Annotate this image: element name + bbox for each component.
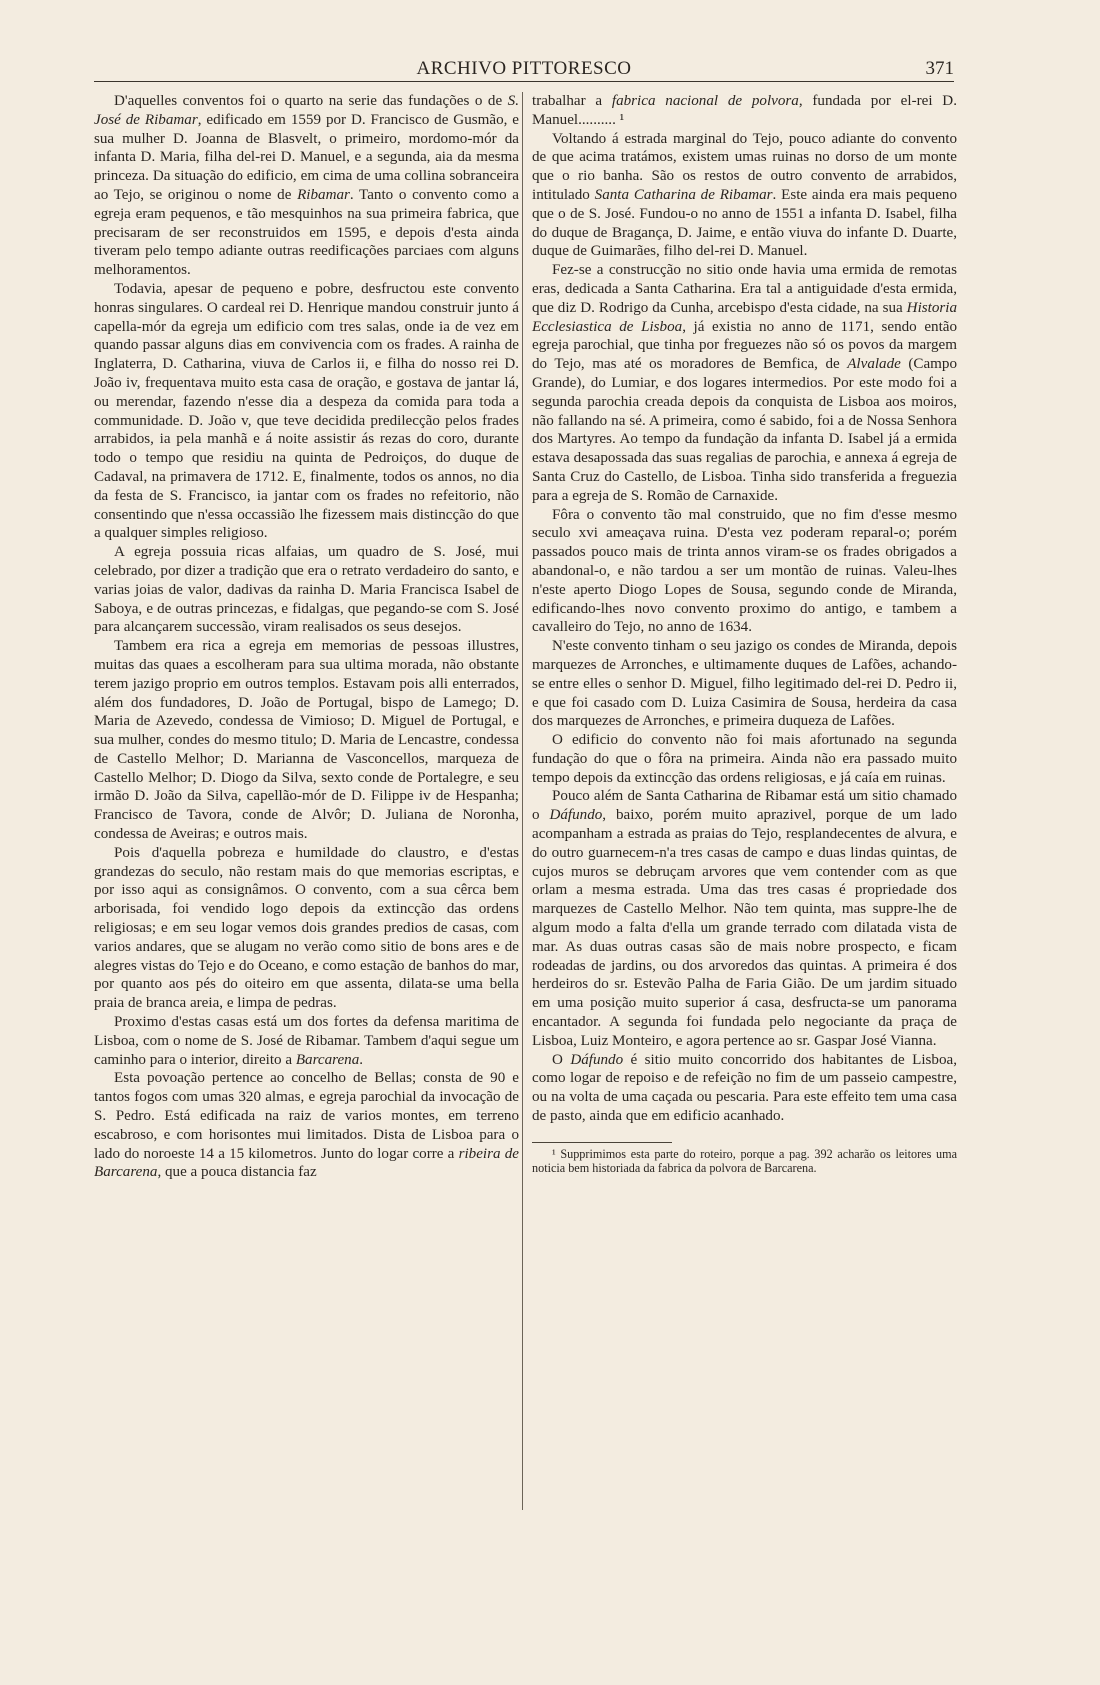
paragraph <box>94 92 519 280</box>
text-run: . Tanto o convento como a egreja eram pequenos, e tão mesquinhos na sua primeira fabrica, que precisaram de ser reconstruidos em 1595, e depois d'esta ainda tiveram pelo tempo adiante outras reedificações parciaes com alguns melhoramentos. <box>94 186 519 279</box>
text-run: . Este ainda era mais pequeno que o de S. José. Fundou-o no anno de 1551 a infanta D. Isabel, filha do duque de Bragança, D. Jaime, e então viuva do infante D. Duarte, duque de Guimarães, filho del-rei D. Manuel. <box>532 186 957 260</box>
italic-run: S. José de Ribamar <box>94 93 519 128</box>
text-run: , que a pouca distancia faz <box>157 1164 317 1181</box>
italic-run: ribeira de Barcarena <box>94 1145 519 1181</box>
text-run: Pouco além de Santa Catharina de Ribamar está um sitio chamado o <box>532 788 957 824</box>
italic-run: Historia Ecclesiastica de Lisboa <box>532 299 957 335</box>
italic-run: Dáfundo <box>570 1051 624 1068</box>
text-run: Pois d'aquella pobreza e humildade do claustro, e d'estas grandezas do seculo, não restam mais do que memorias escriptas, e por isso aqui as consignâmos. O convento, com a sua cêrca bem arborisada, foi vendido logo depois da extincção das ordens religiosas; e em seu logar vemos dois grandes predios de casas, com varios andares, que se alugam no verão como sitio de bons ares e de alegres vistas do Tejo e do Oceano, e como estação de banhos do mar, por quanto aos pés do oiteiro em que assenta, dilata-se uma bella praia de branca areia, e limpa de pedras. <box>94 844 519 1012</box>
italic-run: Barcarena <box>295 1051 360 1068</box>
paragraph <box>532 1051 957 1126</box>
italic-run: Ribamar <box>297 186 350 203</box>
text-run: Esta povoação pertence ao concelho de Bellas; consta de 90 e tantos fogos com umas 320 almas, e egreja parochial da invocação de S. Pedro. Está edificada na raiz de varios montes, em terreno escabroso, e com horisontes mui limitados. Dista de Lisboa para o lado do noroeste 14 a 15 kilometros. Junto do logar corre a <box>94 1070 519 1162</box>
header-rule <box>94 81 954 82</box>
paragraph <box>532 731 957 787</box>
right-paragraphs <box>532 92 957 1126</box>
text-run: N'este convento tinham o seu jazigo os condes de Miranda, depois marquezes de Arronches, e ultimamente duques de Lafões, achando-se entre elles o senhor D. Miguel, filho legitimado del-rei D. Pedro ii, e que foi casado com D. Luiza Casimira de Sousa, herdeira da casa dos marquezes de Arronches, e primeira duqueza de Lafões. <box>532 638 957 730</box>
text-run: Voltando á estrada marginal do Tejo, pouco adiante do convento de que acima tratámos, existem umas ruinas no dorso de um monte que o rio banha. São os restos de outro convento de arrabidos, intitulado <box>532 130 957 203</box>
text-run: , já existia no anno de 1171, sendo então egreja parochial, que tinha por freguezes não só os povos da margem do Tejo, mas até os moradores de Bemfica, de <box>532 318 958 373</box>
column-divider <box>522 92 523 1510</box>
paragraph <box>94 280 519 543</box>
text-run: Proximo d'estas casas está um dos fortes da defensa maritima de Lisboa, com o nome de S. José de Ribamar. Tambem d'aqui segue um caminho para o interior, direito a <box>94 1014 519 1068</box>
paragraph <box>532 787 957 1050</box>
text-run: (Campo Grande), do Lumiar, e dos logares intermedios. Por este modo foi a segunda parochia creada depois da conquista de Lisboa aos moiros, não fallando na sé. A primeira, como é sabido, foi a de Nossa Senhora dos Martyres. Ao tempo da fundação da infanta D. Isabel já a ermida estava desapossada das suas regalias de parochia, e annexa á egreja de Santa Cruz do Castello, de Lisboa. Tinha sido transferida a freguezia para a egreja de S. Romão de Carnaxide. <box>532 356 957 504</box>
text-run: , baixo, porém muito aprazivel, porque de um lado acompanham a estrada as praias do Tejo, resplandecentes de alvura, e do outro guarnecem-n'a tres casas de campo e duas lindas quintas, de cujos muros se debruçam arvores que vem contender com as que orlam a mesma estrada. Uma das tres casas é propriedade dos marquezes de Castello Melhor. Não tem quinta, mas suppre-lhe de algum modo a falta d'ella um grande terrado com dilatada vista de mar. As duas outras casas são de mais nobre prospecto, e ficam rodeadas de jardins, ou dos arvoredos das quintas. A primeira é dos herdeiros do sr. Estevão Palha de Faria Gião. De um jardim situado em uma posição muito superior á casa, desfructa-se um panorama encantador. A segunda foi fundada pelo negociante da praça de Lisboa, Luiz Monteiro, e agora pertence ao sr. Gaspar José Vianna. <box>532 807 957 1049</box>
text-run: Todavia, apesar de pequeno e pobre, desfructou este convento honras singulares. O cardeal rei D. Henrique mandou construir junto á capella-mór da egreja um edificio com tres salas, onde ia de vez em quando passar alguns dias em convivencia com os frades. A rainha de Inglaterra, D. Catharina, viuva de Carlos ii, e filha do nosso rei D. João iv, frequentava muito esta casa de oração, e gostava de jantar lá, ou merendar, fazendo n'esse dia a despeza da comida para toda a communidade. D. João v, que teve decidida predilecção pelos frades arrabidos, ia pela manhã e á noite assistir ás rezas do coro, durante todo o tempo que residiu na quinta de Pedroiços, do duque de Cadaval, na primavera de 1712. E, finalmente, todos os annos, no dia da festa de S. Francisco, ia jantar com os frades no refeitorio, não consentindo que n'essa occassião lhe fizessem mais distincção do que a qualquer simples religioso. <box>94 280 519 542</box>
footnote: ¹ Supprimimos esta parte do roteiro, porque a pag. 392 acharão os leitores uma noticia bem historiada da fabrica da polvora de Barcarena. <box>532 1146 957 1176</box>
italic-run: Dáfundo <box>549 807 603 824</box>
text-run: trabalhar a <box>532 93 612 109</box>
paragraph <box>532 92 957 130</box>
italic-run: fabrica nacional de polvora <box>611 93 799 109</box>
paragraph <box>94 543 519 637</box>
text-run: O <box>552 1051 571 1068</box>
left-column <box>94 92 519 1182</box>
text-run: . <box>359 1051 364 1068</box>
paragraph <box>532 506 957 638</box>
paragraph <box>532 130 957 262</box>
journal-title: ARCHIVO PITTORESCO <box>416 58 632 79</box>
text-run: D'aquelles conventos foi o quarto na serie das fundações o de <box>114 93 508 109</box>
text-run: é sitio muito concorrido dos habitantes de Lisboa, como logar de repoiso e de refeição no fim de um passeio campestre, ou na volta de uma caçada ou pescaria. Para este effeito tem uma casa de pasto, ainda que em edificio acanhado. <box>532 1051 957 1125</box>
paragraph <box>94 637 519 844</box>
paragraph <box>94 844 519 1013</box>
text-run: A egreja possuia ricas alfaias, um quadro de S. José, mui celebrado, por dizer a tradição que era o retrato verdadeiro do santo, e varias joias de valor, dadivas da rainha D. Maria Francisca Isabel de Saboya, e de outras princezas, e fidalgas, que pegando-se com S. José para alcançarem successão, viram realisados os seus desejos. <box>94 544 519 636</box>
paragraph <box>94 1013 519 1069</box>
running-header <box>94 52 954 82</box>
page-number: 371 <box>925 58 954 79</box>
text-run: Tambem era rica a egreja em memorias de pessoas illustres, muitas das quaes a escolheram para sua ultima morada, não obstante terem jazigo proprio em outros templos. Estavam pois alli enterrados, além dos fundadores, D. João de Portugal, bispo de Lamego; D. Maria de Azevedo, condessa de Vimioso; D. Miguel de Portugal, e sua mulher, condes do mesmo titulo; D. Maria de Lencastre, condessa de Castello Melhor; D. Marianna de Vasconcellos, marqueza de Castello Melhor; D. Diogo da Silva, sexto conde de Portalegre, e seu irmão D. João da Silva, capellão-mór de D. Filippe iv de Hespanha; Francisco de Tavora, conde de Alvôr; D. Juliana de Noronha, condessa de Aveiras; e outros mais. <box>94 638 519 843</box>
italic-run: Alvalade <box>847 356 901 373</box>
footnote-rule <box>532 1142 672 1143</box>
text-run: , edificado em 1559 por D. Francisco de Gusmão, e sua mulher D. Joanna de Blasvelt, o primeiro, mordomo-mór da infanta D. Maria, filha del-rei D. Manuel, e a segunda, aia da mesma princeza. Da situação do edificio, em cima de uma collina sobranceira ao Tejo, se originou o nome de <box>94 111 520 203</box>
text-run: O edificio do convento não foi mais afortunado na segunda fundação do que o fôra na primeira. Ainda não era passado muito tempo depois da extincção das ordens religiosas, e já caía em ruinas. <box>532 732 957 786</box>
paragraph <box>532 637 957 731</box>
paragraph <box>94 1069 519 1182</box>
text-run: Fôra o convento tão mal construido, que no fim d'esse mesmo seculo xvi ameaçava ruina. D'esta vez poderam reparal-o; porém passados pouco mais de trinta annos viram-se os frades obrigados a abandonal-o, e não tardou a ser um montão de ruinas. Valeu-lhes n'este aperto Diogo Lopes de Sousa, segundo conde de Miranda, edificando-lhes novo convento proximo do antigo, e tambem a cavalleiro do Tejo, no anno de 1634. <box>532 506 957 636</box>
right-column <box>532 92 957 1175</box>
italic-run: Santa Catharina de Ribamar <box>594 186 773 203</box>
text-run: Fez-se a construcção no sitio onde havia uma ermida de remotas eras, dedicada a Santa Catharina. Era tal a antiguidade d'esta ermida, que diz D. Rodrigo da Cunha, arcebispo d'esta cidade, na sua <box>532 262 957 316</box>
paragraph <box>532 261 957 505</box>
text-run: , fundada por el-rei D. Manuel.......... ¹ <box>532 93 957 128</box>
